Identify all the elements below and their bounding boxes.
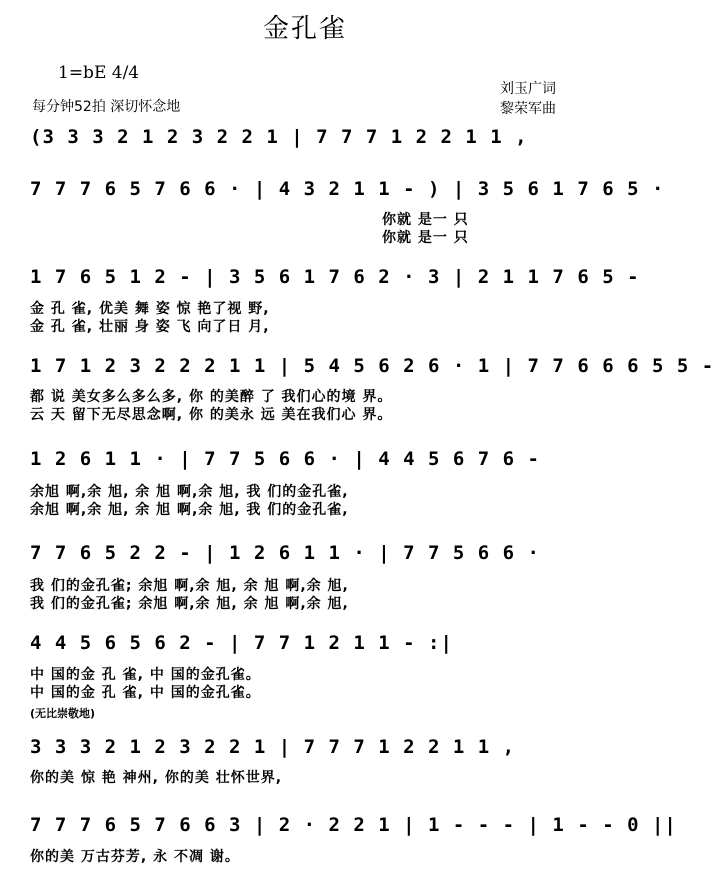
- score-system-5-lyrics-1: 余旭 啊,余 旭, 余 旭 啊,余 旭, 我 们的金孔雀,: [30, 484, 349, 500]
- key-signature: 1=bE 4/4: [58, 63, 140, 83]
- score-system-6-notes: 7 7 6 5 2 2 - | 1 2 6 1 1 · | 7 7 5 6 6 ·: [30, 542, 540, 564]
- tempo-marking: 每分钟52拍 深切怀念地: [32, 99, 181, 115]
- score-system-4-lyrics-1: 都 说 美女多么多么多, 你 的美醉 了 我们心的境 界。: [30, 389, 393, 405]
- score-system-1-notes: (3 3 3 2 1 2 3 2 2 1 | 7 7 7 1 2 2 1 1 ,: [30, 126, 528, 148]
- score-system-3-notes: 1 7 6 5 1 2 - | 3 5 6 1 7 6 2 · 3 | 2 1 1 7 6 5 -: [30, 266, 640, 288]
- score-system-4-lyrics-2: 云 天 留下无尽思念啊, 你 的美永 远 美在我们心 界。: [30, 407, 393, 423]
- score-system-3-lyrics-1: 金 孔 雀, 优美 舞 姿 惊 艳了视 野,: [30, 301, 270, 317]
- score-system-2-lyrics-2: 你就 是一 只: [382, 230, 469, 246]
- score-system-5-lyrics-2: 余旭 啊,余 旭, 余 旭 啊,余 旭, 我 们的金孔雀,: [30, 502, 349, 518]
- score-system-7-lyrics-2: 中 国的金 孔 雀, 中 国的金孔雀。: [30, 685, 261, 701]
- score-system-2-lyrics-1: 你就 是一 只: [382, 212, 469, 228]
- score-system-4-notes: 1 7 1 2 3 2 2 2 1 1 | 5 4 5 6 2 6 · 1 | 7 7 6 6 6 5 5 -: [30, 355, 714, 377]
- song-title: 金孔雀: [262, 14, 347, 44]
- composer-credit: 黎荣军曲: [500, 101, 556, 117]
- score-system-8-notes: 3 3 3 2 1 2 3 2 2 1 | 7 7 7 1 2 2 1 1 ,: [30, 736, 516, 758]
- score-system-7-lyrics-1: 中 国的金 孔 雀, 中 国的金孔雀。: [30, 667, 261, 683]
- score-system-8-lyrics-1: 你的美 惊 艳 神州, 你的美 壮怀世界,: [30, 770, 283, 786]
- score-system-7-notes: 4 4 5 6 5 6 2 - | 7 7 1 2 1 1 - :|: [30, 632, 453, 654]
- lyricist-credit: 刘玉广词: [500, 81, 556, 97]
- score-system-2-notes: 7 7 7 6 5 7 6 6 · | 4 3 2 1 1 - ) | 3 5 6 1 7 6 5 ·: [30, 178, 665, 200]
- score-system-6-lyrics-1: 我 们的金孔雀; 余旭 啊,余 旭, 余 旭 啊,余 旭,: [30, 578, 349, 594]
- expression-mark: (无比崇敬地): [30, 707, 96, 720]
- score-system-5-notes: 1 2 6 1 1 · | 7 7 5 6 6 · | 4 4 5 6 7 6 -: [30, 448, 540, 470]
- score-system-9-notes: 7 7 7 6 5 7 6 6 3 | 2 · 2 2 1 | 1 - - - | 1 - - 0 ||: [30, 814, 677, 836]
- score-system-6-lyrics-2: 我 们的金孔雀; 余旭 啊,余 旭, 余 旭 啊,余 旭,: [30, 596, 349, 612]
- score-system-3-lyrics-2: 金 孔 雀, 壮丽 身 姿 飞 向了日 月,: [30, 319, 270, 335]
- score-system-9-lyrics-1: 你的美 万古芬芳, 永 不凋 谢。: [30, 849, 240, 865]
